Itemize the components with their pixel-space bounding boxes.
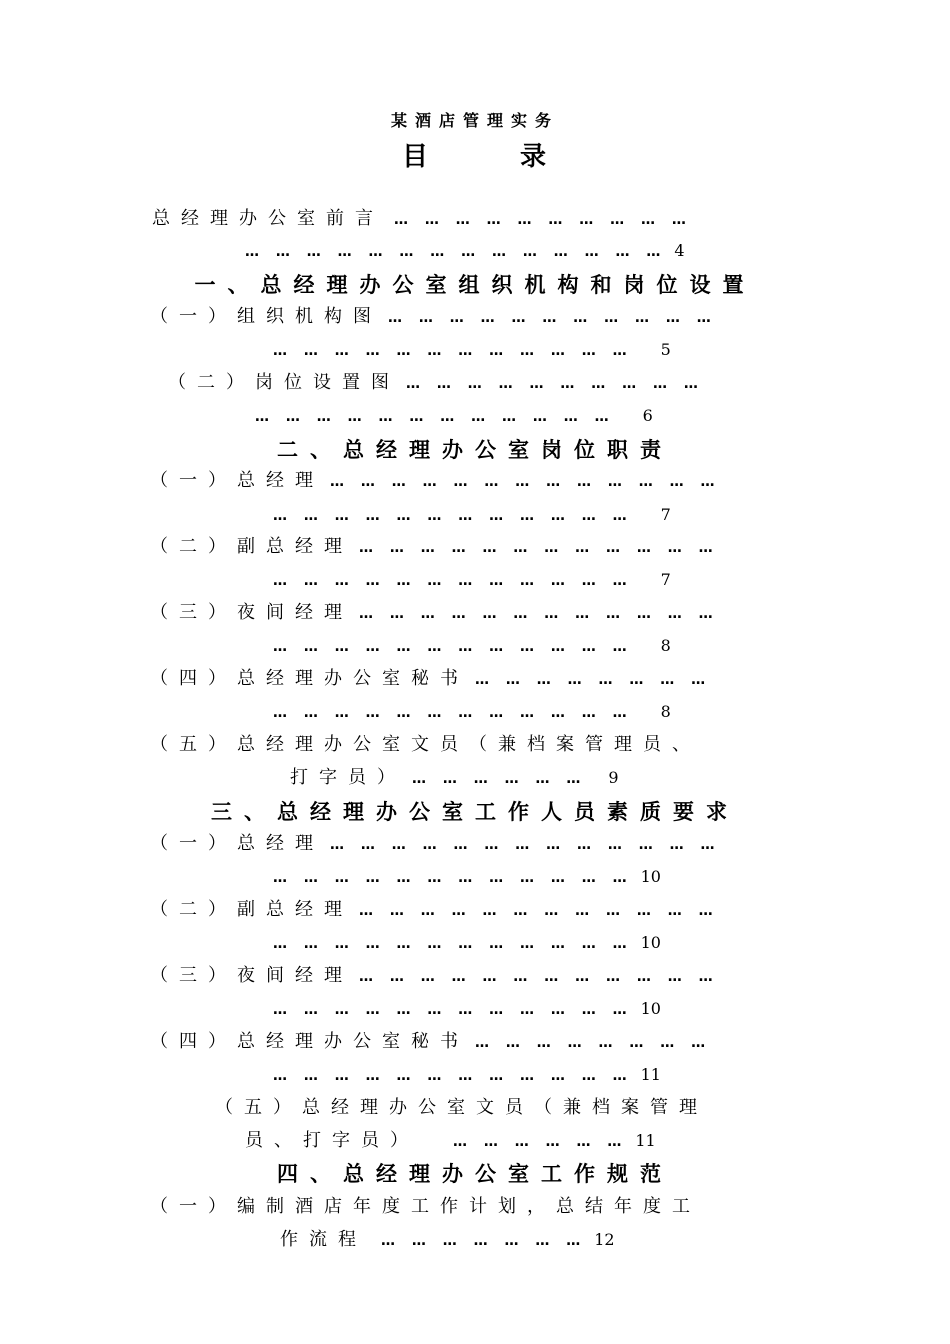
toc-page-number: 4 — [674, 241, 685, 260]
toc-leader: … … … … … … … … … … … … — [273, 573, 633, 589]
toc-leader: … … … … … … … … … … … … — [359, 903, 719, 919]
toc-entry-3-1[interactable] — [150, 832, 721, 857]
toc-leader: … … … … … … … … — [475, 672, 712, 688]
toc-heading-1[interactable]: 一、总经理办公室组织机构和岗位设置 — [194, 272, 756, 297]
toc-leader: … … … … … … … … … … … … … — [330, 837, 721, 853]
toc-leader: … … … … … … … … … … — [406, 376, 704, 392]
toc-entry-4-1[interactable] — [150, 1195, 701, 1219]
toc-entry-1-1[interactable] — [150, 305, 717, 330]
toc-entry-3-2-cont — [273, 931, 661, 956]
toc-leader: … … … … … … … … … … … … — [359, 540, 719, 556]
toc-entry-3-3-cont — [273, 997, 661, 1022]
toc-leader: … … … … … … — [453, 1134, 628, 1150]
toc-leader: … … … … … … … … … … … … — [273, 705, 633, 721]
toc-entry-label: （一）总经理 — [150, 833, 324, 854]
toc-leader: … … … … … … — [412, 771, 587, 787]
toc-leader: … … … … … … … … … … … … — [273, 639, 633, 655]
toc-entry-label: 员、打字员） — [245, 1130, 419, 1151]
toc-leader: … … … … … … … … … … … … … … — [245, 244, 667, 260]
toc-entry-2-4-cont — [273, 700, 671, 725]
toc-heading-4[interactable]: 四、总经理办公室工作规范 — [277, 1161, 673, 1186]
toc-title-right: 录 — [520, 142, 549, 172]
toc-entry-2-2-cont — [273, 568, 671, 593]
toc-leader: … … … … … … … … … … … … — [359, 606, 719, 622]
toc-page-number: 5 — [660, 340, 671, 359]
toc-entry-label: （三）夜间经理 — [150, 602, 353, 623]
toc-entry-label: （一）总经理 — [150, 470, 324, 491]
toc-leader: … … … … … … … … … … … … — [273, 343, 633, 359]
toc-leader: … … … … … … … … … … — [394, 212, 692, 228]
toc-leader: … … … … … … … … … … … … — [273, 870, 633, 886]
toc-entry-label: 打字员） — [290, 767, 406, 788]
toc-entry-1-1-cont — [273, 338, 671, 363]
toc-entry-2-5[interactable] — [150, 733, 701, 757]
toc-leader: … … … … … … … … … … … … — [273, 936, 633, 952]
toc-entry-3-3[interactable] — [150, 964, 719, 989]
toc-entry-2-2[interactable] — [150, 535, 719, 560]
toc-page-number: 6 — [642, 406, 653, 425]
toc-entry-preface[interactable] — [152, 207, 692, 232]
toc-entry-label: （二）副总经理 — [150, 899, 353, 920]
toc-entry-3-2[interactable] — [150, 898, 719, 923]
toc-entry-1-2[interactable] — [168, 371, 704, 396]
toc-entry-2-3-cont — [273, 634, 671, 659]
toc-page-number: 9 — [608, 768, 619, 787]
toc-title-left: 目 — [401, 142, 430, 172]
toc-entry-2-4[interactable] — [150, 667, 711, 692]
toc-leader: … … … … … … … … … … … … … — [330, 474, 721, 490]
toc-page-number: 11 — [635, 1131, 656, 1150]
document-title: 某酒店管理实务 — [390, 111, 559, 130]
toc-entry-2-5-cont — [290, 766, 619, 791]
toc-entry-3-1-cont — [273, 865, 661, 890]
toc-entry-label: （二）副总经理 — [150, 536, 353, 557]
toc-page-number: 7 — [660, 570, 671, 589]
toc-entry-3-4-cont — [273, 1063, 661, 1088]
toc-page-number: 7 — [660, 505, 671, 524]
toc-heading-3[interactable]: 三、总经理办公室工作人员素质要求 — [211, 799, 739, 824]
toc-page-number: 8 — [660, 636, 671, 655]
toc-entry-2-1[interactable] — [150, 469, 721, 494]
toc-page-number: 10 — [640, 933, 661, 952]
toc-entry-1-2-cont — [255, 404, 653, 429]
toc-leader: … … … … … … … … … … … … — [273, 1068, 633, 1084]
toc-leader: … … … … … … … … … … … … — [273, 508, 633, 524]
toc-entry-label: （四）总经理办公室秘书 — [150, 668, 469, 689]
toc-entry-label: （五）总经理办公室文员（兼档案管理 — [215, 1097, 708, 1118]
toc-entry-4-1-cont — [280, 1228, 615, 1253]
toc-page-number: 8 — [660, 702, 671, 721]
toc-entry-label: （一）组织机构图 — [150, 306, 382, 327]
toc-entry-label: （二）岗位设置图 — [168, 372, 400, 393]
toc-entry-label: 总经理办公室前言 — [152, 208, 384, 229]
toc-entry-label: （三）夜间经理 — [150, 965, 353, 986]
toc-leader: … … … … … … … … … … … — [388, 310, 717, 326]
toc-leader: … … … … … … … … … … … … — [255, 409, 615, 425]
toc-entry-preface-cont — [245, 239, 685, 264]
toc-entry-label: （四）总经理办公室秘书 — [150, 1031, 469, 1052]
toc-leader: … … … … … … … … — [475, 1035, 712, 1051]
toc-leader: … … … … … … … … … … … … — [273, 1002, 633, 1018]
toc-page-number: 11 — [640, 1065, 661, 1084]
toc-entry-3-5-cont — [245, 1129, 656, 1154]
toc-entry-2-1-cont — [273, 503, 671, 528]
toc-entry-label: （一）编制酒店年度工作计划，总结年度工 — [150, 1196, 701, 1217]
toc-entry-3-4[interactable] — [150, 1030, 711, 1055]
toc-leader: … … … … … … … … … … … … — [359, 969, 719, 985]
toc-page-number: 10 — [640, 999, 661, 1018]
toc-heading-2[interactable]: 二、总经理办公室岗位职责 — [277, 437, 673, 462]
toc-page-number: 12 — [594, 1230, 615, 1249]
toc-entry-label: 作流程 — [280, 1229, 367, 1250]
toc-title — [0, 136, 950, 173]
toc-entry-2-3[interactable] — [150, 601, 719, 626]
toc-entry-3-5[interactable] — [215, 1096, 708, 1120]
toc-entry-label: （五）总经理办公室文员（兼档案管理员、 — [150, 734, 701, 755]
toc-page-number: 10 — [640, 867, 661, 886]
toc-leader: … … … … … … … — [381, 1233, 587, 1249]
